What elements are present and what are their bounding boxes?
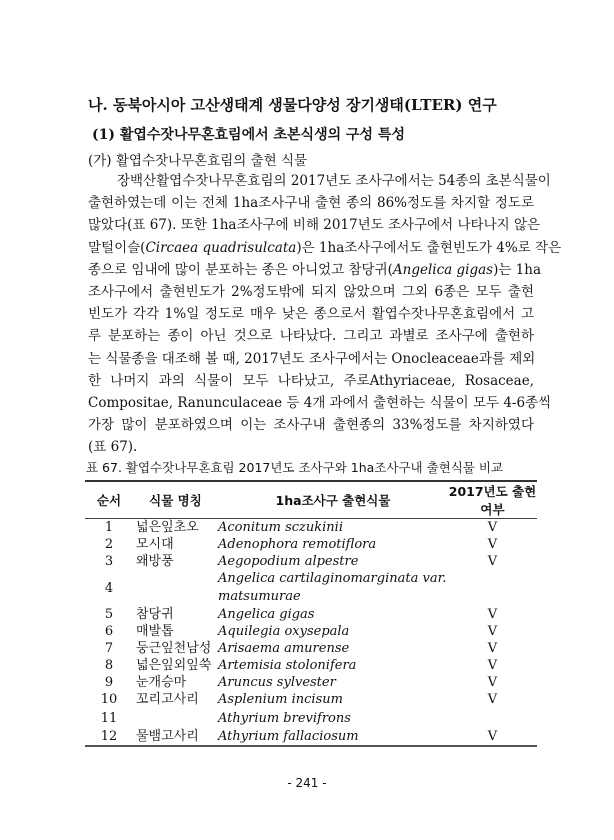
scientific-name: Adenophora remotiflora bbox=[218, 537, 377, 552]
korean-name: 넓은잎외잎쑥 bbox=[136, 658, 212, 673]
korean-name: 넓은잎초오 bbox=[136, 520, 199, 535]
text-segment: 많았다(표 67). 또한 1ha조사구에 비해 2017년도 조사구에서 나타나지 않은 bbox=[88, 217, 541, 234]
row-number: 10 bbox=[100, 692, 118, 707]
scientific-name: Circaea quadrisulcata bbox=[145, 239, 297, 256]
table-row bbox=[85, 657, 537, 674]
paragraph-line bbox=[88, 215, 541, 235]
paragraph-line bbox=[88, 371, 534, 391]
text-segment: Compositae, Ranunculaceae 등 4개 과에서 출현하는 식물이 모두 4-6종씩 bbox=[88, 395, 552, 411]
row-number: 2 bbox=[104, 537, 114, 552]
scientific-name: Arisaema amurense bbox=[218, 641, 350, 656]
scientific-name: Asplenium incisum bbox=[218, 692, 343, 707]
text-segment: )는 1ha bbox=[493, 261, 542, 278]
scientific-name: Angelica gigas bbox=[218, 607, 315, 622]
text-segment: 종으로 임내에 많이 분포하는 종은 아니었고 참당귀( bbox=[88, 261, 393, 278]
paragraph-line bbox=[117, 171, 551, 191]
row-number: 6 bbox=[104, 624, 114, 639]
header-order: 순서 bbox=[85, 481, 133, 519]
paragraph-line bbox=[88, 260, 542, 280]
paragraph-line bbox=[88, 326, 534, 346]
presence-mark: V bbox=[487, 520, 498, 535]
presence-mark: V bbox=[487, 692, 498, 707]
presence-mark bbox=[448, 708, 537, 728]
text-segment: 말털이슬( bbox=[88, 239, 146, 256]
header-korean-name: 식물 명칭 bbox=[133, 481, 218, 519]
scientific-name: Athyrium brevifrons bbox=[218, 710, 351, 726]
paragraph-line bbox=[88, 349, 534, 369]
row-number: 1 bbox=[104, 520, 114, 535]
plant-comparison-table bbox=[85, 480, 537, 747]
text-segment: 는 식물종을 대조해 볼 때, 2017년도 조사구에서는 Onocleaceae과를 제외 bbox=[88, 350, 536, 367]
row-number: 5 bbox=[104, 607, 114, 622]
paragraph-line bbox=[88, 193, 534, 213]
text-segment: 빈도가 각각 1%일 정도로 매우 낮은 종으로서 활엽수잣나무혼효림에서 고 bbox=[88, 306, 534, 323]
presence-mark: V bbox=[487, 607, 498, 622]
table-row bbox=[85, 606, 537, 623]
scientific-name: Aegopodium alpestre bbox=[218, 554, 359, 569]
sub-subsection-heading: (가) 활엽수잣나무혼효림의 출현 식물 bbox=[88, 153, 308, 169]
text-segment: 가장 많이 분포하였으며 이는 조사구내 출현종의 33%정도를 차지하였다 bbox=[88, 417, 534, 434]
korean-name: 참당귀 bbox=[136, 607, 174, 622]
korean-name bbox=[133, 708, 218, 728]
section-heading: 나. 동북아시아 고산생태계 생물다양성 장기생태(LTER) 연구 bbox=[88, 96, 497, 114]
header-1ha-plants: 1ha조사구 출현식물 bbox=[218, 481, 448, 519]
table-row bbox=[85, 623, 537, 640]
presence-mark: V bbox=[487, 641, 498, 656]
table-row bbox=[85, 640, 537, 657]
scientific-name: Athyrium fallaciosum bbox=[218, 729, 359, 744]
page-number: - 241 - bbox=[287, 776, 327, 790]
row-number: 9 bbox=[104, 675, 114, 690]
row-number: 8 bbox=[104, 658, 114, 673]
korean-name: 물뱀고사리 bbox=[136, 729, 199, 744]
korean-name: 왜방풍 bbox=[136, 554, 174, 569]
presence-mark: V bbox=[487, 729, 498, 744]
text-segment: )은 1ha조사구에서도 출현빈도가 4%로 작은 bbox=[296, 239, 562, 256]
paragraph-line bbox=[88, 304, 534, 324]
korean-name: 둥근잎천남성 bbox=[136, 641, 212, 656]
table-header-row bbox=[85, 481, 537, 519]
table-row bbox=[85, 728, 537, 746]
row-number: 7 bbox=[104, 641, 114, 656]
korean-name: 꼬리고사리 bbox=[136, 692, 199, 707]
table-row bbox=[85, 674, 537, 691]
presence-mark: V bbox=[487, 554, 498, 569]
row-number: 12 bbox=[100, 729, 118, 744]
presence-mark: V bbox=[487, 624, 498, 639]
paragraph-line bbox=[88, 393, 552, 413]
text-segment: 출현하였는데 이는 전체 1ha조사구내 출현 종의 86%정도를 차지할 정도로 bbox=[88, 195, 534, 212]
korean-name bbox=[133, 570, 218, 606]
table-row bbox=[85, 519, 537, 537]
scientific-name: Aquilegia oxysepala bbox=[218, 624, 350, 639]
row-number: 11 bbox=[100, 710, 118, 726]
korean-name: 눈개승마 bbox=[136, 675, 187, 690]
presence-mark: V bbox=[487, 537, 498, 552]
scientific-name: Artemisia stolonifera bbox=[218, 658, 357, 673]
table-caption: 표 67. 활엽수잣나무혼효림 2017년도 조사구와 1ha조사구내 출현식물 비교 bbox=[86, 460, 503, 475]
scientific-name: Aruncus sylvester bbox=[218, 675, 336, 690]
paragraph-line bbox=[88, 437, 534, 457]
table-row bbox=[85, 691, 537, 708]
subsection-heading: (1) 활엽수잣나무혼효림에서 초본식생의 구성 특성 bbox=[92, 127, 405, 143]
text-segment: 조사구에서 출현빈도가 2%정도밖에 되지 않았으며 그외 6종은 모두 출현 bbox=[88, 284, 534, 300]
scientific-name: Angelica gigas bbox=[392, 261, 494, 278]
table-row bbox=[85, 536, 537, 553]
row-number: 3 bbox=[104, 554, 114, 569]
text-segment: (표 67). bbox=[88, 439, 138, 456]
scientific-name: Aconitum sczukinii bbox=[218, 520, 343, 535]
presence-mark bbox=[448, 570, 537, 606]
korean-name: 매발톱 bbox=[136, 624, 174, 639]
text-segment: 한 나머지 과의 식물이 모두 나타났고, 주로Athyriaceae, Rosaceae, bbox=[88, 372, 534, 389]
row-number: 4 bbox=[104, 580, 114, 596]
text-segment: 루 분포하는 종이 아닌 것으로 나타났다. 그리고 과별로 조사구에 출현하 bbox=[88, 328, 534, 345]
korean-name: 모시대 bbox=[136, 537, 174, 552]
paragraph-line bbox=[88, 415, 534, 435]
text-segment: 장백산활엽수잣나무혼효림의 2017년도 조사구에서는 54종의 초본식물이 bbox=[117, 173, 551, 189]
header-2017-presence: 2017년도 출현여부 bbox=[448, 481, 537, 519]
table-row bbox=[85, 570, 537, 606]
presence-mark: V bbox=[487, 658, 498, 673]
paragraph-line bbox=[88, 238, 562, 258]
paragraph-line bbox=[88, 282, 534, 302]
table-row bbox=[85, 708, 537, 728]
table-row bbox=[85, 553, 537, 570]
scientific-name: Angelica cartilaginomarginata var. matsumurae bbox=[218, 571, 447, 604]
presence-mark: V bbox=[487, 675, 498, 690]
